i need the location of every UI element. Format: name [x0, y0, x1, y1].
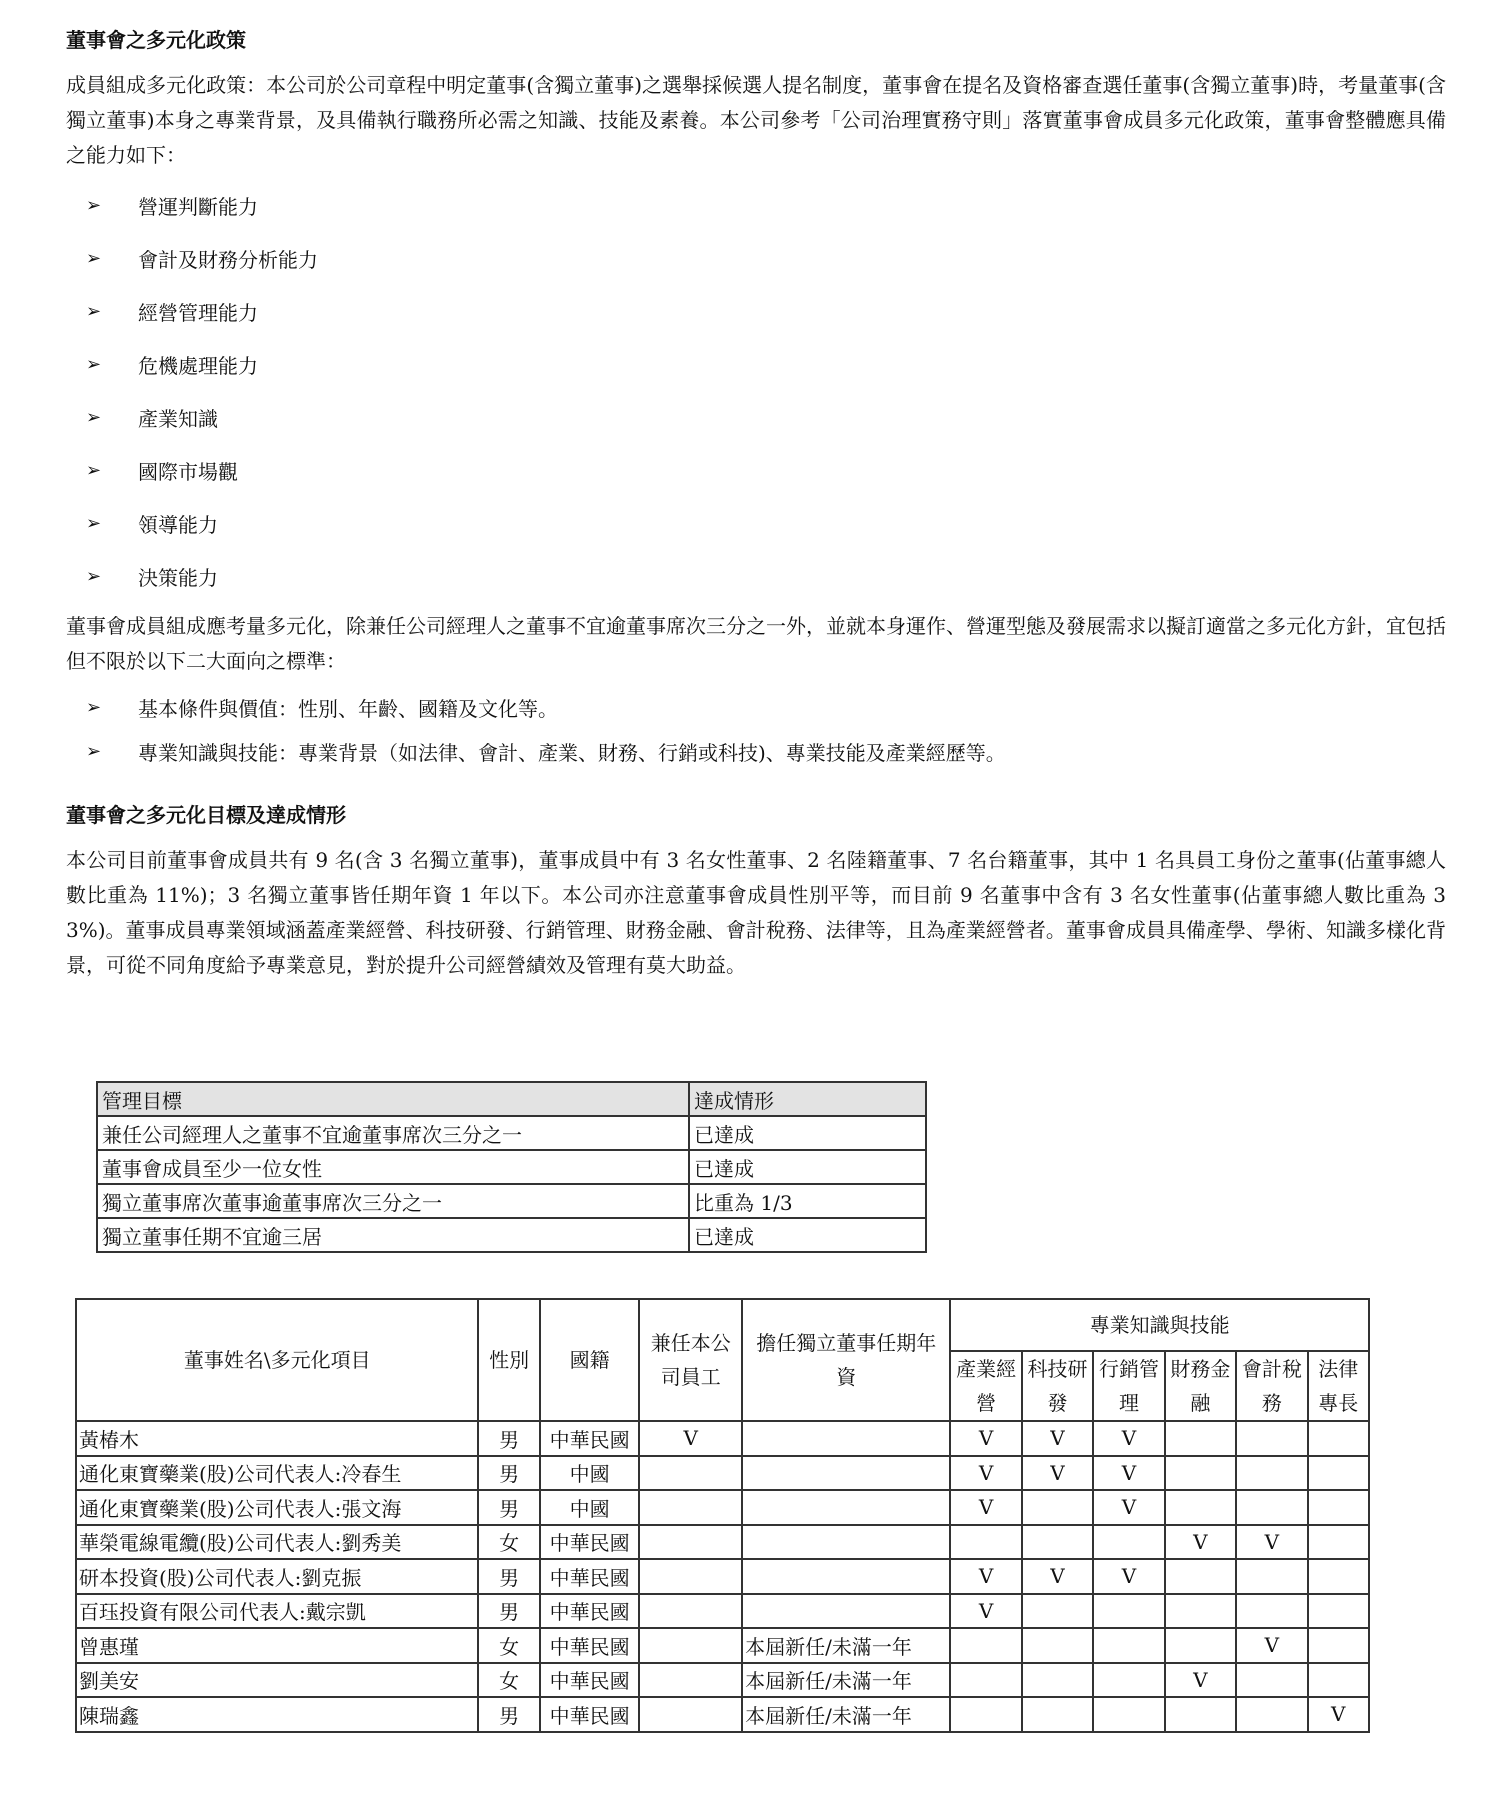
name-cell: 曾惠瑾: [76, 1628, 478, 1663]
skill-marketing-cell: V: [1093, 1456, 1164, 1491]
gender-cell: 女: [478, 1525, 539, 1560]
document-body: [66, 26, 1446, 983]
ability-label: 國際市場觀: [138, 460, 238, 484]
goal-cell: 獨立董事席次董事逾董事席次三分之一: [97, 1184, 689, 1218]
nationality-cell: 中華民國: [540, 1525, 640, 1560]
goal-cell: 獨立董事任期不宜逾三居: [97, 1218, 689, 1252]
goals-row: [97, 1116, 926, 1150]
criteria-item: [66, 685, 1446, 729]
skill-finance-cell: [1165, 1594, 1236, 1629]
criteria-item: [66, 729, 1446, 773]
tenure-cell: [742, 1594, 950, 1629]
ability-item: [66, 444, 1446, 497]
skill-marketing-cell: V: [1093, 1490, 1164, 1525]
gender-cell: 男: [478, 1594, 539, 1629]
director-row: [76, 1663, 1369, 1698]
skill-tech-cell: [1022, 1697, 1093, 1732]
skill-finance-cell: V: [1165, 1663, 1236, 1698]
employee-cell: [639, 1697, 742, 1732]
ability-label: 營運判斷能力: [138, 195, 258, 219]
header-skill-col: 行銷管理: [1093, 1351, 1164, 1421]
goals-row: [97, 1184, 926, 1218]
status-cell: 已達成: [689, 1218, 926, 1252]
status-cell: 比重為 1/3: [689, 1184, 926, 1218]
skill-law-cell: [1308, 1525, 1369, 1560]
criteria-label: 專業知識與技能：專業背景（如法律、會計、產業、財務、行銷或科技)、專業技能及產業經歷等。: [138, 740, 1006, 765]
ability-item: [66, 179, 1446, 232]
name-cell: 百珏投資有限公司代表人:戴宗凱: [76, 1594, 478, 1629]
tenure-cell: 本屆新任/未滿一年: [742, 1628, 950, 1663]
status-cell: 已達成: [689, 1116, 926, 1150]
skill-industry-cell: V: [950, 1456, 1021, 1491]
arrow-bullet-icon: ➢: [86, 407, 102, 428]
skill-accounting-cell: [1236, 1697, 1307, 1732]
nationality-cell: 中華民國: [540, 1421, 640, 1456]
tenure-cell: [742, 1525, 950, 1560]
skill-law-cell: [1308, 1594, 1369, 1629]
skill-accounting-cell: [1236, 1559, 1307, 1594]
status-cell: 已達成: [689, 1150, 926, 1184]
ability-label: 決策能力: [138, 566, 218, 590]
tenure-cell: 本屆新任/未滿一年: [742, 1663, 950, 1698]
ability-item: [66, 391, 1446, 444]
nationality-cell: 中華民國: [540, 1697, 640, 1732]
skill-tech-cell: V: [1022, 1559, 1093, 1594]
ability-item: [66, 550, 1446, 603]
ability-label: 會計及財務分析能力: [138, 248, 318, 272]
ability-item: [66, 285, 1446, 338]
skill-law-cell: [1308, 1628, 1369, 1663]
employee-cell: [639, 1525, 742, 1560]
name-cell: 通化東寶藥業(股)公司代表人:張文海: [76, 1490, 478, 1525]
skill-law-cell: [1308, 1421, 1369, 1456]
goals-header-status: 達成情形: [689, 1082, 926, 1116]
header-nationality: 國籍: [540, 1299, 640, 1421]
gender-cell: 男: [478, 1456, 539, 1491]
tenure-cell: [742, 1456, 950, 1491]
header-skill-col: 會計稅務: [1236, 1351, 1307, 1421]
skill-marketing-cell: [1093, 1697, 1164, 1732]
goals-header-goal: 管理目標: [97, 1082, 689, 1116]
skill-industry-cell: [950, 1663, 1021, 1698]
header-skill-col: 法律專長: [1308, 1351, 1369, 1421]
gender-cell: 男: [478, 1697, 539, 1732]
skill-accounting-cell: [1236, 1456, 1307, 1491]
board-header-row: [76, 1299, 1369, 1351]
skill-law-cell: [1308, 1490, 1369, 1525]
skill-accounting-cell: [1236, 1421, 1307, 1456]
skill-marketing-cell: [1093, 1628, 1164, 1663]
name-cell: 陳瑞鑫: [76, 1697, 478, 1732]
director-row: [76, 1628, 1369, 1663]
goal-cell: 董事會成員至少一位女性: [97, 1150, 689, 1184]
skill-accounting-cell: [1236, 1594, 1307, 1629]
skill-tech-cell: [1022, 1663, 1093, 1698]
diversity-criteria-paragraph: 董事會成員組成應考量多元化，除兼任公司經理人之董事不宜逾董事席次三分之一外，並就本身運作、營運型態及發展需求以擬訂適當之多元化方針，宜包括但不限於以下二大面向之標準：: [66, 614, 1446, 673]
director-row: [76, 1525, 1369, 1560]
arrow-bullet-icon: ➢: [86, 513, 102, 534]
skill-accounting-cell: [1236, 1490, 1307, 1525]
skill-marketing-cell: V: [1093, 1559, 1164, 1594]
ability-item: [66, 497, 1446, 550]
gender-cell: 男: [478, 1421, 539, 1456]
header-skill-col: 科技研發: [1022, 1351, 1093, 1421]
goal-cell: 兼任公司經理人之董事不宜逾董事席次三分之一: [97, 1116, 689, 1150]
nationality-cell: 中華民國: [540, 1628, 640, 1663]
name-cell: 研本投資(股)公司代表人:劉克振: [76, 1559, 478, 1594]
name-cell: 通化東寶藥業(股)公司代表人:冷春生: [76, 1456, 478, 1491]
nationality-cell: 中華民國: [540, 1594, 640, 1629]
skill-industry-cell: V: [950, 1421, 1021, 1456]
skill-finance-cell: [1165, 1628, 1236, 1663]
goals-row: [97, 1218, 926, 1252]
employee-cell: [639, 1490, 742, 1525]
goals-status-paragraph: 本公司目前董事會成員共有 9 名(含 3 名獨立董事)，董事成員中有 3 名女性董事、2 名陸籍董事、7 名台籍董事，其中 1 名具員工身份之董事(佔董事總人數比重為 11%)；3 名獨立董事皆任期年資 1 年以下。本公司亦注意董事會成員性別平等，而目前 9 名董事中含有 3 名女性董事(佔董事總人數比重為 33%)。董事成員專業領域涵蓋產業經營、科技研發、行銷管理、財務金融、會計稅務、法律等，且為產業經營者。董事會成員具備產學、學術、知識多樣化背景，可從不同角度給予專業意見，對於提升公司經營績效及管理有莫大助益。: [66, 848, 1446, 977]
arrow-bullet-icon: ➢: [86, 740, 102, 762]
director-row: [76, 1456, 1369, 1491]
skill-industry-cell: [950, 1697, 1021, 1732]
header-director-name: 董事姓名\多元化項目: [76, 1299, 478, 1421]
skill-law-cell: [1308, 1456, 1369, 1491]
ability-item: [66, 232, 1446, 285]
skill-marketing-cell: [1093, 1594, 1164, 1629]
skill-industry-cell: V: [950, 1490, 1021, 1525]
arrow-bullet-icon: ➢: [86, 195, 102, 216]
name-cell: 劉美安: [76, 1663, 478, 1698]
header-skill-col: 產業經營: [950, 1351, 1021, 1421]
skill-accounting-cell: [1236, 1663, 1307, 1698]
director-row: [76, 1697, 1369, 1732]
goals-header-row: [97, 1082, 926, 1116]
policy-intro-paragraph: 成員組成多元化政策：本公司於公司章程中明定董事(含獨立董事)之選舉採候選人提名制度，董事會在提名及資格審查選任董事(含獨立董事)時，考量董事(含獨立董事)本身之專業背景，及具備執行職務所必需之知識、技能及素養。本公司參考「公司治理實務守則」落實董事會成員多元化政策，董事會整體應具備之能力如下：: [66, 73, 1446, 167]
criteria-list: [66, 685, 1446, 773]
gender-cell: 女: [478, 1663, 539, 1698]
nationality-cell: 中國: [540, 1456, 640, 1491]
employee-cell: [639, 1628, 742, 1663]
tenure-cell: 本屆新任/未滿一年: [742, 1697, 950, 1732]
section-title-diversity-policy: 董事會之多元化政策: [66, 28, 246, 52]
skill-industry-cell: [950, 1628, 1021, 1663]
nationality-cell: 中華民國: [540, 1559, 640, 1594]
skill-tech-cell: [1022, 1525, 1093, 1560]
skill-finance-cell: [1165, 1421, 1236, 1456]
gender-cell: 男: [478, 1559, 539, 1594]
name-cell: 黃椿木: [76, 1421, 478, 1456]
skill-accounting-cell: V: [1236, 1525, 1307, 1560]
criteria-label: 基本條件與價值：性別、年齡、國籍及文化等。: [138, 696, 558, 721]
skill-tech-cell: V: [1022, 1421, 1093, 1456]
arrow-bullet-icon: ➢: [86, 460, 102, 481]
ability-label: 經營管理能力: [138, 301, 258, 325]
ability-label: 產業知識: [138, 407, 218, 431]
skill-finance-cell: V: [1165, 1525, 1236, 1560]
arrow-bullet-icon: ➢: [86, 696, 102, 718]
tenure-cell: [742, 1421, 950, 1456]
arrow-bullet-icon: ➢: [86, 354, 102, 375]
skill-finance-cell: [1165, 1697, 1236, 1732]
employee-cell: [639, 1663, 742, 1698]
skill-marketing-cell: [1093, 1663, 1164, 1698]
skill-industry-cell: [950, 1525, 1021, 1560]
management-goals-table: [96, 1081, 927, 1253]
director-row: [76, 1490, 1369, 1525]
name-cell: 華榮電線電纜(股)公司代表人:劉秀美: [76, 1525, 478, 1560]
arrow-bullet-icon: ➢: [86, 248, 102, 269]
skill-industry-cell: V: [950, 1559, 1021, 1594]
gender-cell: 男: [478, 1490, 539, 1525]
skill-law-cell: [1308, 1663, 1369, 1698]
skill-marketing-cell: [1093, 1525, 1164, 1560]
skill-law-cell: [1308, 1559, 1369, 1594]
header-gender: 性別: [478, 1299, 539, 1421]
skill-finance-cell: [1165, 1559, 1236, 1594]
header-skills: 專業知識與技能: [950, 1299, 1369, 1351]
abilities-list: [66, 179, 1446, 603]
nationality-cell: 中國: [540, 1490, 640, 1525]
header-employee: 兼任本公司員工: [639, 1299, 742, 1421]
skill-finance-cell: [1165, 1490, 1236, 1525]
skill-industry-cell: V: [950, 1594, 1021, 1629]
section-title-diversity-goals: 董事會之多元化目標及達成情形: [66, 803, 346, 827]
skill-law-cell: V: [1308, 1697, 1369, 1732]
nationality-cell: 中華民國: [540, 1663, 640, 1698]
skill-accounting-cell: V: [1236, 1628, 1307, 1663]
employee-cell: [639, 1559, 742, 1594]
employee-cell: V: [639, 1421, 742, 1456]
ability-label: 領導能力: [138, 513, 218, 537]
employee-cell: [639, 1594, 742, 1629]
tenure-cell: [742, 1490, 950, 1525]
director-row: [76, 1559, 1369, 1594]
ability-item: [66, 338, 1446, 391]
tenure-cell: [742, 1559, 950, 1594]
skill-marketing-cell: V: [1093, 1421, 1164, 1456]
arrow-bullet-icon: ➢: [86, 301, 102, 322]
arrow-bullet-icon: ➢: [86, 566, 102, 587]
board-diversity-table: [75, 1298, 1370, 1733]
header-skill-col: 財務金融: [1165, 1351, 1236, 1421]
skill-tech-cell: [1022, 1594, 1093, 1629]
employee-cell: [639, 1456, 742, 1491]
director-row: [76, 1421, 1369, 1456]
ability-label: 危機處理能力: [138, 354, 258, 378]
skill-finance-cell: [1165, 1456, 1236, 1491]
skill-tech-cell: [1022, 1628, 1093, 1663]
skill-tech-cell: [1022, 1490, 1093, 1525]
skill-tech-cell: V: [1022, 1456, 1093, 1491]
goals-row: [97, 1150, 926, 1184]
header-independent-tenure: 擔任獨立董事任期年資: [742, 1299, 950, 1421]
gender-cell: 女: [478, 1628, 539, 1663]
director-row: [76, 1594, 1369, 1629]
